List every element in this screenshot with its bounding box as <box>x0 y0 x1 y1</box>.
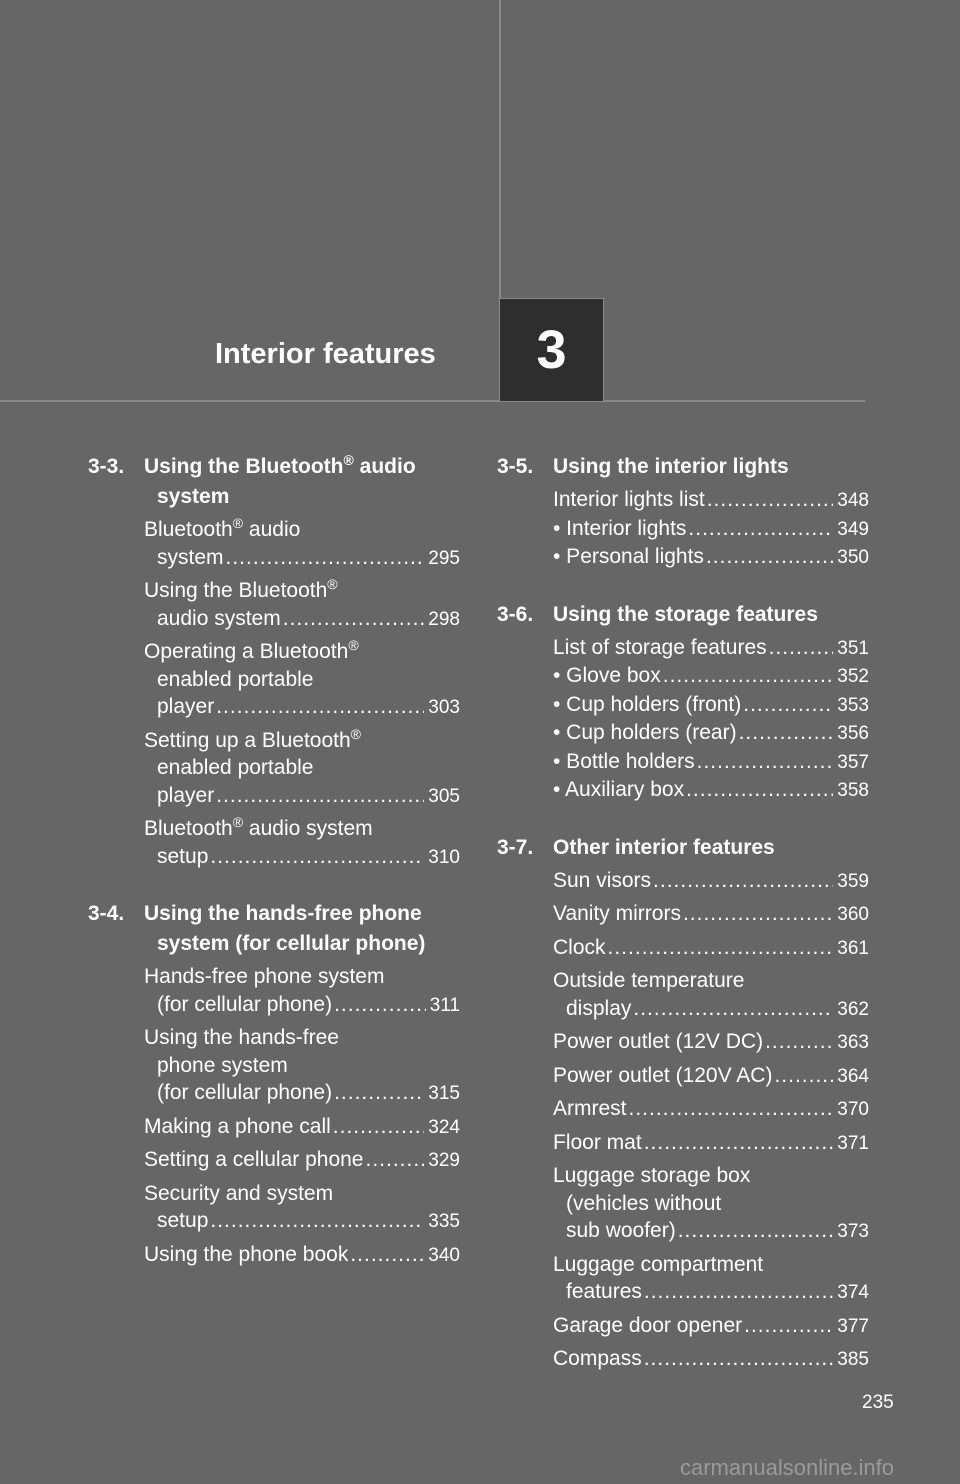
section-number: 3-4. <box>88 902 125 925</box>
section-title: Using the interior lights <box>553 455 789 478</box>
entry-text-line: Using the phone book ..... 340 <box>144 1241 460 1270</box>
entry-text-line: Power outlet (120V AC) ..... 364 <box>553 1062 869 1091</box>
toc-entry[interactable] <box>553 1095 869 1124</box>
toc-entry[interactable] <box>553 1028 869 1057</box>
entry-text-line: Armrest ..... 370 <box>553 1095 869 1124</box>
entry-page-number: 358 <box>837 780 869 801</box>
toc-section <box>88 452 460 871</box>
entry-text-line: player ..... 303 <box>144 693 460 722</box>
toc-entry[interactable] <box>144 577 460 633</box>
toc-entry[interactable] <box>553 1345 869 1374</box>
toc-section <box>88 899 460 1269</box>
entry-page-number: 348 <box>837 490 869 511</box>
entry-text-line: Vanity mirrors ..... 360 <box>553 900 869 929</box>
section-number: 3-6. <box>497 602 534 626</box>
dot-leader <box>765 1028 833 1056</box>
dot-leader <box>366 1146 425 1174</box>
entry-text-line: player ..... 305 <box>144 782 460 811</box>
toc-entry[interactable] <box>144 815 460 871</box>
entry-text-line: features ..... 374 <box>553 1278 869 1307</box>
entry-page-number: 351 <box>837 637 869 659</box>
toc-entry[interactable] <box>144 1024 460 1108</box>
entry-page-number: 377 <box>837 1315 869 1337</box>
toc-entry[interactable] <box>553 719 869 748</box>
dot-leader <box>629 1095 834 1123</box>
toc-entry[interactable] <box>553 1251 869 1307</box>
entry-page-number: 310 <box>428 846 460 868</box>
entry-text-line: Compass ..... 385 <box>553 1345 869 1374</box>
toc-entry[interactable] <box>553 543 869 572</box>
dot-leader <box>678 1217 834 1245</box>
section-number: 3-5. <box>497 455 534 478</box>
entry-page-number: 315 <box>428 1083 460 1104</box>
entry-page-number: 350 <box>837 547 869 568</box>
chapter-title: Interior features <box>215 338 436 370</box>
toc-entry[interactable] <box>553 776 869 805</box>
entry-page-number: 305 <box>428 785 460 807</box>
dot-leader <box>644 1129 834 1157</box>
entry-text-line: Security and system <box>144 1181 334 1205</box>
dot-leader <box>774 1062 833 1090</box>
toc-entry[interactable] <box>144 1180 460 1236</box>
section-heading[interactable] <box>497 833 869 863</box>
section-title: Using the Bluetooth® audio system <box>144 452 416 508</box>
section-heading[interactable] <box>497 600 869 630</box>
page-number: 235 <box>862 1392 894 1413</box>
entry-page-number: 357 <box>837 751 869 773</box>
watermark: carmanualsonline.info <box>680 1455 895 1480</box>
entry-page-number: 361 <box>837 937 869 959</box>
dot-leader <box>210 843 424 871</box>
dot-leader <box>226 544 425 572</box>
entry-text-line: setup ..... 335 <box>144 1207 460 1236</box>
entry-text-line: • Personal lights ..... 350 <box>553 543 869 572</box>
dot-leader <box>743 691 833 719</box>
section-heading[interactable] <box>88 899 460 959</box>
entry-text-line: Power outlet (12V DC) ..... 363 <box>553 1028 869 1057</box>
toc-section <box>497 452 869 572</box>
section-number: 3-7. <box>497 835 534 859</box>
toc-entry[interactable] <box>553 1129 869 1158</box>
dot-leader <box>686 776 833 804</box>
toc-entry[interactable] <box>144 727 460 811</box>
entry-page-number: 360 <box>837 904 869 925</box>
entry-page-number: 303 <box>428 697 460 718</box>
dot-leader <box>663 662 834 690</box>
entry-page-number: 352 <box>837 666 869 687</box>
section-heading[interactable] <box>497 452 869 482</box>
toc-column-left <box>88 452 460 1297</box>
entry-text-line: Luggage storage box <box>553 1164 751 1187</box>
entry-text-line: Setting up a Bluetooth® <box>144 725 361 752</box>
dot-leader <box>697 748 834 776</box>
entry-page-number: 329 <box>428 1150 460 1171</box>
dot-leader <box>706 543 833 571</box>
entry-page-number: 374 <box>837 1282 869 1303</box>
entry-text-line: Garage door opener ..... 377 <box>553 1312 869 1341</box>
section-title: Using the storage features <box>553 602 818 626</box>
entry-text-line: enabled portable <box>157 667 314 691</box>
toc-entry[interactable] <box>553 748 869 777</box>
dot-leader <box>769 634 834 662</box>
entry-text-line: system ..... 295 <box>144 544 460 573</box>
dot-leader <box>653 867 833 895</box>
toc-entry[interactable] <box>553 1162 869 1246</box>
toc-entry[interactable] <box>144 638 460 722</box>
entry-page-number: 340 <box>428 1244 460 1266</box>
entry-text-line: (for cellular phone) ..... 311 <box>144 991 460 1020</box>
dot-leader <box>688 515 833 543</box>
entry-text-line: • Cup holders (front) ..... 353 <box>553 691 869 720</box>
dot-leader <box>334 1079 424 1107</box>
toc-entry[interactable] <box>553 1062 869 1091</box>
entry-text-line: (vehicles without <box>566 1191 722 1215</box>
dot-leader <box>350 1241 424 1269</box>
dot-leader <box>216 693 424 721</box>
entry-text-line: Making a phone call ..... 324 <box>144 1113 460 1142</box>
toc-entry[interactable] <box>553 515 869 544</box>
entry-page-number: 370 <box>837 1099 869 1120</box>
entry-text-line: • Glove box ..... 352 <box>553 662 869 691</box>
entry-text-line: Setting a cellular phone ..... 329 <box>144 1146 460 1175</box>
entry-text-line: • Bottle holders ..... 357 <box>553 748 869 777</box>
section-number: 3-3. <box>88 455 125 478</box>
toc-entry[interactable] <box>553 486 869 515</box>
toc-entry[interactable] <box>553 691 869 720</box>
entry-text-line: Outside temperature <box>553 969 745 992</box>
entry-page-number: 311 <box>429 994 460 1016</box>
entry-page-number: 353 <box>837 694 869 716</box>
dot-leader <box>683 900 833 928</box>
dot-leader <box>216 782 424 810</box>
entry-text-line: List of storage features ..... 351 <box>553 634 869 663</box>
entry-text-line: Floor mat ..... 371 <box>553 1129 869 1158</box>
dot-leader <box>707 486 834 514</box>
entry-text-line: audio system ..... 298 <box>144 605 460 634</box>
toc-section <box>497 833 869 1374</box>
entry-text-line: Hands-free phone system <box>144 965 385 988</box>
dot-leader <box>283 605 425 633</box>
entry-page-number: 363 <box>837 1032 869 1053</box>
entry-page-number: 364 <box>837 1065 869 1087</box>
entry-text-line: • Cup holders (rear) ..... 356 <box>553 719 869 748</box>
entry-page-number: 385 <box>837 1349 869 1370</box>
entry-text-line: Luggage compartment <box>553 1252 764 1276</box>
entry-page-number: 349 <box>837 518 869 540</box>
entry-page-number: 371 <box>837 1132 869 1154</box>
dot-leader <box>744 1312 833 1340</box>
entry-page-number: 335 <box>428 1211 460 1232</box>
entry-text-line: • Auxiliary box ..... 358 <box>553 776 869 805</box>
toc-entry[interactable] <box>553 634 869 663</box>
dot-leader <box>644 1278 833 1306</box>
toc-entry[interactable] <box>144 1113 460 1142</box>
entry-text-line: setup ..... 310 <box>144 843 460 872</box>
entry-text-line: • Interior lights ..... 349 <box>553 515 869 544</box>
dot-leader <box>633 995 833 1023</box>
header-horizontal-rule <box>0 400 865 402</box>
entry-text-line: Interior lights list ..... 348 <box>553 486 869 515</box>
chapter-number: 3 <box>536 320 567 380</box>
entry-text-line: Bluetooth® audio system <box>144 814 373 840</box>
entry-text-line: display ..... 362 <box>553 995 869 1024</box>
entry-text-line: Bluetooth® audio <box>144 515 301 541</box>
toc-entry[interactable] <box>553 867 869 896</box>
dot-leader <box>210 1207 424 1235</box>
dot-leader <box>739 719 834 747</box>
entry-text-line: Using the Bluetooth® <box>144 576 338 602</box>
toc-entry[interactable] <box>553 900 869 929</box>
section-title: Other interior features <box>553 835 775 859</box>
entry-page-number: 362 <box>837 998 869 1020</box>
entry-text-line: Sun visors ..... 359 <box>553 867 869 896</box>
dot-leader <box>644 1345 834 1373</box>
entry-text-line: sub woofer) ..... 373 <box>553 1217 869 1246</box>
chapter-number-tab <box>499 298 604 402</box>
entry-text-line: Operating a Bluetooth® <box>144 637 359 663</box>
entry-text-line: Using the hands-free <box>144 1026 339 1049</box>
section-title: Using the hands-free phone system (for cellular phone) <box>144 902 426 955</box>
dot-leader <box>333 1113 425 1141</box>
toc-entry[interactable] <box>144 1241 460 1270</box>
entry-text-line: Clock ..... 361 <box>553 934 869 963</box>
toc-entry[interactable] <box>553 967 869 1023</box>
entry-page-number: 373 <box>837 1221 869 1242</box>
toc-entry[interactable] <box>144 516 460 572</box>
toc-entry[interactable] <box>144 1146 460 1175</box>
entry-text-line: phone system <box>157 1053 288 1077</box>
toc-column-right <box>497 452 869 1402</box>
section-heading[interactable] <box>88 452 460 512</box>
toc-entry[interactable] <box>144 963 460 1019</box>
dot-leader <box>334 991 426 1019</box>
entry-page-number: 295 <box>428 547 460 569</box>
entry-page-number: 356 <box>837 723 869 744</box>
dot-leader <box>608 934 834 962</box>
toc-section <box>497 600 869 805</box>
entry-text-line: enabled portable <box>157 756 314 779</box>
toc-entry[interactable] <box>553 1312 869 1341</box>
entry-text-line: (for cellular phone) ..... 315 <box>144 1079 460 1108</box>
entry-page-number: 324 <box>428 1116 460 1138</box>
entry-page-number: 298 <box>428 608 460 630</box>
entry-page-number: 359 <box>837 870 869 892</box>
toc-entry[interactable] <box>553 934 869 963</box>
toc-entry[interactable] <box>553 662 869 691</box>
